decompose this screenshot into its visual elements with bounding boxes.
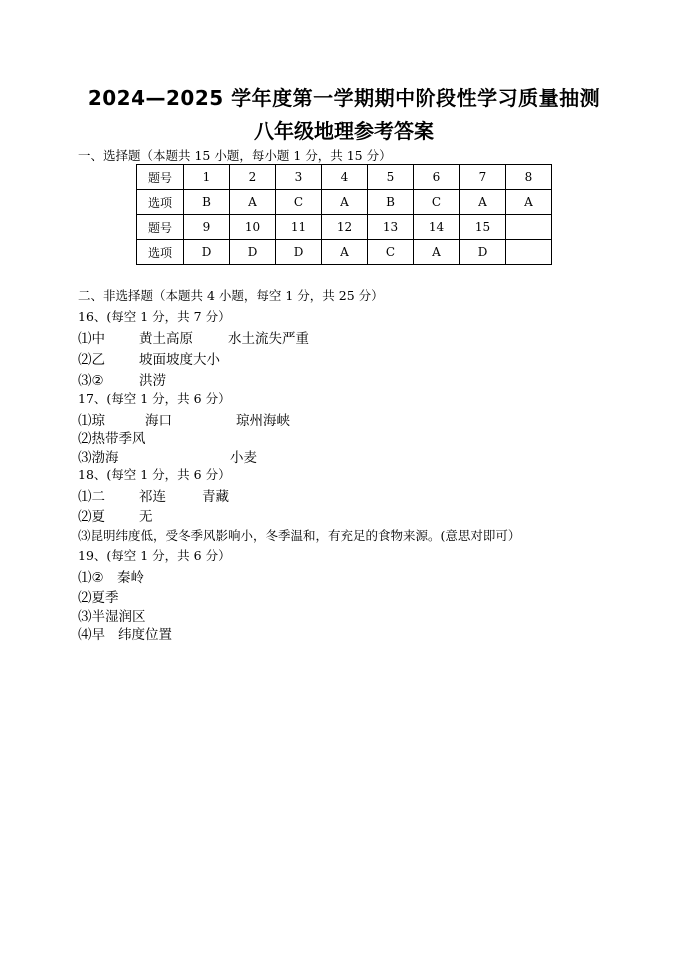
q16-part3 [78, 369, 166, 389]
answer-text: 坡面坡度大小 [139, 352, 220, 368]
q16-title: 16、(每空 1 分，共 7 分） [78, 309, 231, 324]
table-cell: D [460, 240, 506, 265]
table-cell [506, 240, 552, 265]
table-cell: 选项 [137, 240, 184, 265]
table-cell: 2 [230, 165, 276, 190]
q18-part2 [78, 505, 153, 525]
table-cell: 4 [322, 165, 368, 190]
document-title: 2024—2025 学年度第一学期期中阶段性学习质量抽测 [87, 86, 601, 110]
table-cell: D [230, 240, 276, 265]
part-label: ⑴二 [78, 489, 105, 505]
section2-heading: 二、非选择题（本题共 4 小题，每空 1 分，共 25 分） [78, 288, 384, 303]
q18-part1 [78, 485, 229, 505]
table-cell: 6 [414, 165, 460, 190]
table-cell: B [368, 190, 414, 215]
q19-part3 [78, 605, 146, 625]
part-label: ⑵热带季风 [78, 431, 146, 447]
table-cell: 15 [460, 215, 506, 240]
q17-part1 [78, 409, 290, 429]
q18-title: 18、(每空 1 分，共 6 分） [78, 467, 231, 482]
document-subtitle: 八年级地理参考答案 [254, 119, 434, 143]
part-label: ⑶渤海 [78, 450, 119, 466]
answer-text: 小麦 [230, 450, 257, 466]
table-cell: 7 [460, 165, 506, 190]
table-cell: 10 [230, 215, 276, 240]
part-label: ⑶昆明纬度低，受冬季风影响小，冬季温和，有充足的食物来源。(意思对即可） [78, 528, 521, 543]
choice-answer-table [136, 164, 552, 265]
table-cell: 13 [368, 215, 414, 240]
table-cell: D [184, 240, 230, 265]
q16-part2 [78, 348, 220, 368]
table-cell: 题号 [137, 165, 184, 190]
table-cell: C [368, 240, 414, 265]
part-label: ⑴琼 [78, 413, 105, 429]
table-cell: A [322, 240, 368, 265]
table-cell: 1 [184, 165, 230, 190]
answer-text: 无 [139, 509, 153, 525]
answer-text: 水土流失严重 [228, 331, 309, 347]
table-cell: 题号 [137, 215, 184, 240]
table-cell: A [322, 190, 368, 215]
part-label: ⑴② [78, 570, 104, 586]
table-cell: C [276, 190, 322, 215]
part-label: ⑵夏季 [78, 590, 119, 606]
table-cell: A [506, 190, 552, 215]
table-cell: 14 [414, 215, 460, 240]
answer-text: 青藏 [202, 489, 229, 505]
answer-text: 琼州海峡 [236, 413, 290, 429]
part-label: ⑶半湿润区 [78, 609, 146, 625]
table-row [137, 215, 552, 240]
part-label: ⑵乙 [78, 352, 105, 368]
q18-part3 [78, 526, 520, 544]
q16-part1 [78, 327, 309, 347]
table-cell: 选项 [137, 190, 184, 215]
q19-part1 [78, 566, 144, 586]
table-cell: D [276, 240, 322, 265]
table-cell: 9 [184, 215, 230, 240]
part-label: ⑵夏 [78, 509, 105, 525]
table-row [137, 240, 552, 265]
part-label: ⑴中 [78, 331, 105, 347]
answer-text: 洪涝 [139, 373, 166, 389]
q17-part2 [78, 427, 146, 447]
answer-text: 纬度位置 [118, 627, 172, 643]
q17-title: 17、(每空 1 分，共 6 分） [78, 391, 231, 406]
part-label: ⑷早 [78, 627, 105, 643]
table-cell: 5 [368, 165, 414, 190]
table-cell: A [414, 240, 460, 265]
part-label: ⑶② [78, 373, 104, 389]
q19-part4 [78, 623, 172, 643]
table-cell: 8 [506, 165, 552, 190]
q17-part3 [78, 446, 257, 466]
answer-text: 海口 [145, 413, 172, 429]
table-cell: C [414, 190, 460, 215]
q19-title: 19、(每空 1 分，共 6 分） [78, 548, 231, 563]
answer-text: 黄土高原 [139, 331, 193, 347]
table-cell: 12 [322, 215, 368, 240]
answer-text: 祁连 [139, 489, 166, 505]
table-cell [506, 215, 552, 240]
table-cell: 11 [276, 215, 322, 240]
table-cell: 3 [276, 165, 322, 190]
table-cell: A [230, 190, 276, 215]
table-cell: B [184, 190, 230, 215]
answer-text: 秦岭 [117, 570, 144, 586]
table-cell: A [460, 190, 506, 215]
q19-part2 [78, 586, 119, 606]
section1-heading: 一、选择题（本题共 15 小题，每小题 1 分，共 15 分） [78, 148, 392, 163]
table-row [137, 165, 552, 190]
table-row [137, 190, 552, 215]
